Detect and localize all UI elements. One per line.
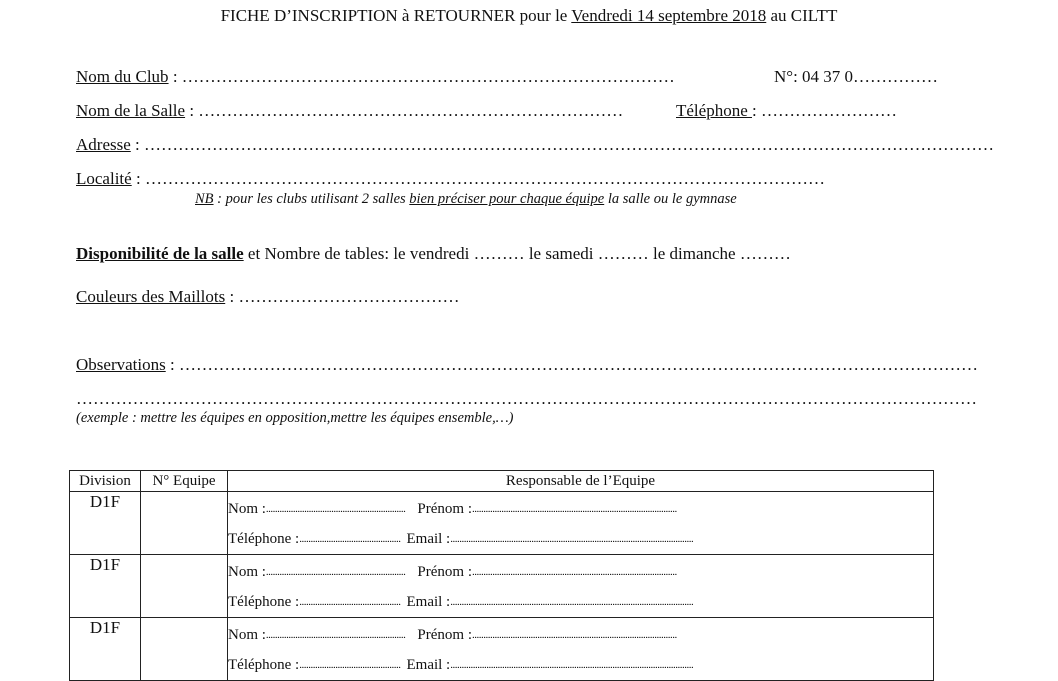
localite-label: Localité — [76, 169, 132, 188]
tel-label: Téléphone : — [228, 530, 300, 547]
division-cell: D1F — [70, 618, 141, 681]
form-title — [0, 6, 1058, 26]
dispo-row — [76, 244, 791, 264]
tel-label: Téléphone : — [228, 593, 300, 610]
team-number-cell[interactable] — [141, 492, 228, 555]
nom-label: Nom : — [228, 626, 266, 643]
nb-note — [195, 191, 737, 208]
example-text: (exemple : mettre les équipes en opposition,mettre les équipes ensemble,…) — [76, 410, 514, 426]
maillots-label: Couleurs des Maillots — [76, 287, 226, 306]
adresse-row — [76, 135, 994, 155]
email-dots[interactable]: ............................................................................................................ — [450, 596, 694, 608]
team-number-cell[interactable] — [141, 618, 228, 681]
nb-part1: : pour les clubs utilisant 2 salles — [213, 191, 410, 207]
division-cell: D1F — [70, 492, 141, 555]
email-dots[interactable]: ............................................................................................................ — [450, 533, 694, 545]
nb-label: NB — [195, 191, 214, 207]
dispo-label: Disponibilité de la salle — [76, 244, 244, 263]
email-dots[interactable]: ............................................................................................................ — [450, 659, 694, 671]
observations-dots-1[interactable]: …………………………………………………………………………………………………………………………… — [178, 355, 978, 374]
table-row — [70, 555, 934, 618]
maillots-sep: : — [225, 287, 239, 306]
club-name-label: Nom du Club — [76, 67, 169, 86]
localite-dots[interactable]: ………………………………………………………………………………………………………… — [144, 169, 825, 188]
title-suffix: au CILTT — [766, 6, 838, 25]
dispo-label2: et Nombre de tables — [243, 244, 385, 263]
observations-label: Observations — [76, 355, 166, 374]
header-division: Division — [70, 471, 141, 492]
tel-dots[interactable]: ............................................. — [299, 659, 401, 671]
phone-label: Téléphone — [676, 101, 752, 120]
salle-row — [76, 101, 623, 121]
prenom-dots[interactable]: ........................................................................................... — [472, 503, 677, 515]
maillots-row — [76, 287, 459, 307]
table-header-row — [70, 471, 934, 492]
club-name-dots[interactable]: …………………………………………………………………………… — [181, 67, 675, 86]
club-number[interactable] — [774, 67, 938, 87]
observations-dots-2[interactable]: …………………………………………………………………………………………………………………………………………… — [76, 389, 977, 408]
nom-dots[interactable]: .............................................................. — [265, 503, 406, 515]
team-number-cell[interactable] — [141, 555, 228, 618]
maillots-dots[interactable]: ………………………………… — [238, 287, 460, 306]
responsible-cell — [228, 618, 934, 681]
nom-label: Nom : — [228, 500, 266, 517]
tel-label: Téléphone : — [228, 656, 300, 673]
title-prefix: FICHE D’INSCRIPTION à RETOURNER pour le — [220, 6, 572, 25]
adresse-dots[interactable]: …………………………………………………………………………………………………………………………………… — [144, 135, 994, 154]
prenom-dots[interactable]: ........................................................................................... — [472, 629, 677, 641]
nom-dots[interactable]: .............................................................. — [265, 566, 406, 578]
prenom-label: Prénom : — [417, 500, 473, 517]
header-team-number: N° Equipe — [141, 471, 228, 492]
prenom-label: Prénom : — [417, 626, 473, 643]
email-label: Email : — [406, 530, 451, 547]
tel-dots[interactable]: ............................................. — [299, 533, 401, 545]
salle-label: Nom de la Salle — [76, 101, 186, 120]
observations-example — [76, 410, 513, 427]
title-date: Vendredi 14 septembre 2018 — [571, 6, 767, 25]
responsible-cell — [228, 492, 934, 555]
email-label: Email : — [406, 656, 451, 673]
observations-sep: : — [165, 355, 179, 374]
adresse-label: Adresse — [76, 135, 131, 154]
header-responsible: Responsable de l’Equipe — [228, 471, 934, 492]
localite-row — [76, 169, 825, 189]
prenom-label: Prénom : — [417, 563, 473, 580]
table-row — [70, 618, 934, 681]
observations-row — [76, 355, 978, 375]
phone-field — [676, 101, 897, 121]
nom-dots[interactable]: .............................................................. — [265, 629, 406, 641]
phone-dots[interactable]: …………………… — [760, 101, 897, 120]
salle-dots[interactable]: ………………………………………………………………… — [198, 101, 624, 120]
club-number-label: N°: 04 37 0…………… — [774, 67, 939, 86]
phone-sep: : — [752, 101, 761, 120]
responsible-cell — [228, 555, 934, 618]
nb-emphasis: bien préciser pour chaque équipe — [409, 191, 605, 207]
table-row — [70, 492, 934, 555]
nom-label: Nom : — [228, 563, 266, 580]
division-cell: D1F — [70, 555, 141, 618]
club-name-row — [76, 67, 675, 87]
club-sep: : — [168, 67, 182, 86]
dispo-days[interactable]: : le vendredi ……… le samedi ……… le dimanche ……… — [384, 244, 791, 263]
salle-sep: : — [185, 101, 199, 120]
teams-table — [69, 470, 934, 681]
adresse-sep: : — [130, 135, 144, 154]
prenom-dots[interactable]: ........................................................................................... — [472, 566, 677, 578]
nb-part2: la salle ou le gymnase — [604, 191, 737, 207]
observations-row-2[interactable] — [76, 389, 977, 409]
localite-sep: : — [131, 169, 145, 188]
email-label: Email : — [406, 593, 451, 610]
tel-dots[interactable]: ............................................. — [299, 596, 401, 608]
